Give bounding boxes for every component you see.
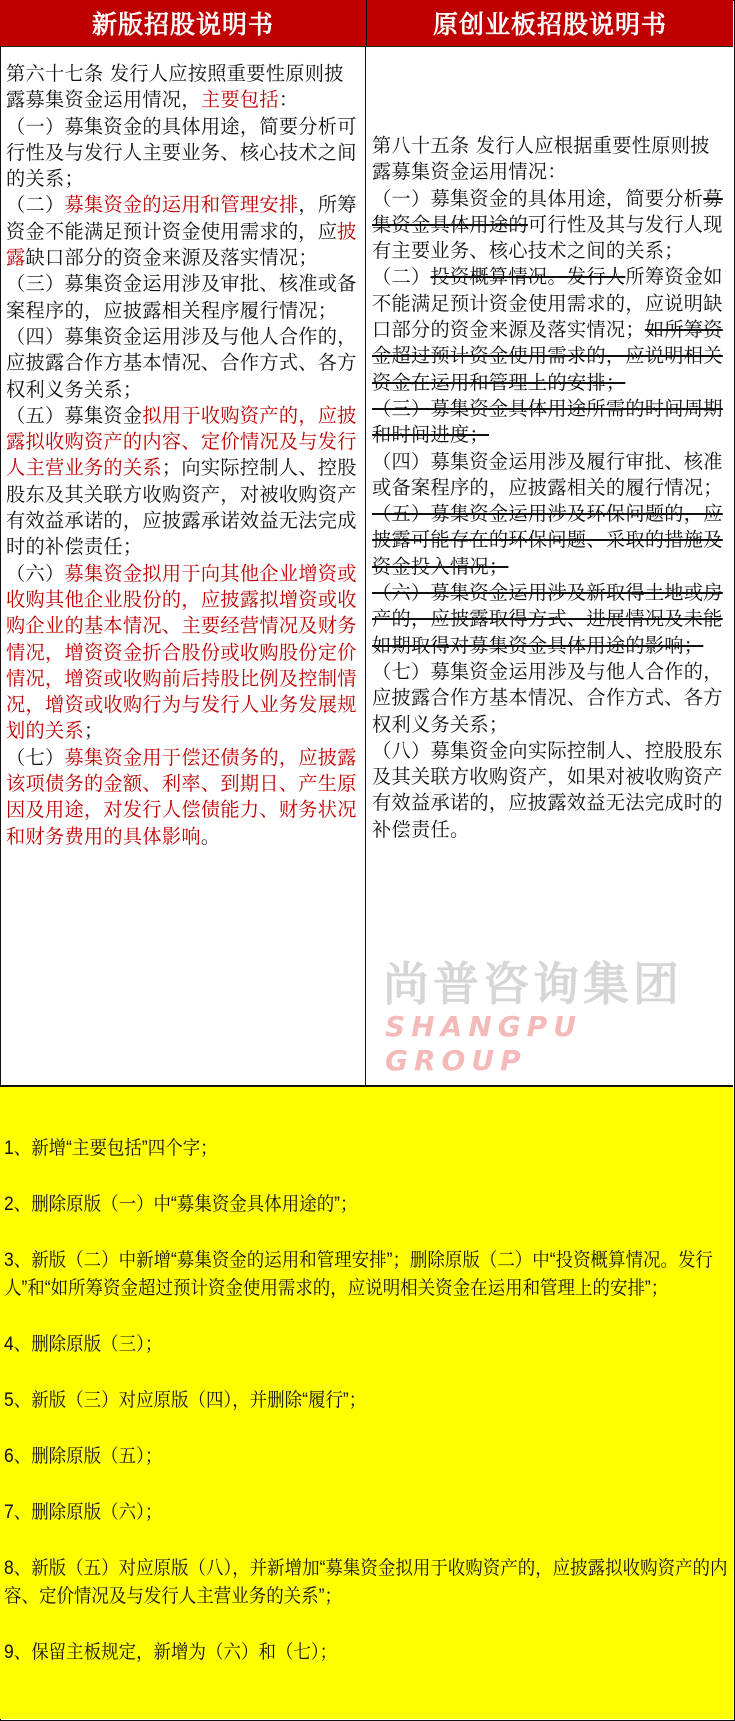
clause-text: ，所筹资金不能满足预计资金使用需求的，应 — [6, 193, 357, 243]
clause-paragraph — [372, 501, 727, 580]
clause-paragraph — [372, 264, 727, 395]
change-note-item: 5、新版（三）对应原版（四），并删除“履行”； — [4, 1390, 367, 1411]
clause-paragraph — [372, 738, 727, 843]
table-header-row — [0, 0, 733, 47]
watermark-logo-text-cn: 尚普咨询集团 — [383, 957, 683, 1011]
clause-text: （一）募集资金的具体用途，简要分析可行性及与发行人主要业务、核心技术之间的关系； — [6, 114, 357, 191]
clause-paragraph — [6, 324, 359, 403]
new-version-column — [0, 47, 366, 1085]
clause-text: 第六十七条 发行人应按照重要性原则披露募集资金运用情况， — [6, 62, 344, 112]
clause-text: （三）募集资金运用涉及审批、核准或备案程序的，应披露相关程序履行情况； — [6, 272, 357, 322]
clause-text: ；向实际控制人、控股股东及其关联方收购资产，对被收购资产有效益承诺的，应披露承诺效益无法完成时的补偿责任； — [6, 456, 357, 559]
change-note-item: 2、删除原版（一）中“募集资金具体用途的”； — [4, 1194, 358, 1215]
watermark-logo-text-en: SHANGPU GROUP — [385, 1010, 582, 1077]
clause-paragraph — [6, 271, 359, 324]
clause-text: ： — [278, 88, 299, 112]
change-note-item: 6、删除原版（五）； — [4, 1446, 163, 1467]
clause-paragraph — [6, 114, 359, 193]
deleted-text: （三）募集资金具体用途所需的时间周期和时间进度； — [372, 396, 723, 447]
added-text: 主要包括 — [200, 88, 279, 112]
header-new-prospectus: 新版招股说明书 — [0, 0, 367, 46]
clause-paragraph — [372, 659, 727, 738]
clause-text: （五）募集资金 — [6, 403, 143, 427]
clause-text: （八）募集资金向实际控制人、控股股东及其关联方收购资产，如果对被收购资产有效益承诺的，应披露效益无法完成时的补偿责任。 — [372, 738, 723, 841]
header-original-gem-prospectus: 原创业板招股说明书 — [432, 10, 667, 39]
clause-text: （二） — [6, 193, 65, 217]
change-note-item: 7、删除原版（六）； — [4, 1502, 163, 1523]
clause-paragraph — [6, 561, 359, 745]
original-version-column — [366, 47, 733, 1085]
clause-text: （七）募集资金运用涉及与他人合作的，应披露合作方基本情况、合作方式、各方权利义务关系； — [372, 659, 723, 736]
clause-text: （四）募集资金运用涉及履行审批、核准或备案程序的，应披露相关的履行情况； — [372, 449, 723, 499]
clause-paragraph — [372, 186, 727, 265]
clause-text: （二） — [372, 265, 431, 289]
change-note-item: 4、删除原版（三）； — [4, 1334, 163, 1355]
table-content-row — [0, 47, 733, 1087]
deleted-text: 募集资金具体用途的 — [372, 186, 723, 236]
added-text: 募集资金的运用和管理安排 — [64, 193, 299, 217]
clause-paragraph — [372, 449, 727, 502]
clause-text: 可行性及其与发行人现有主要业务、核心技术之间的关系； — [372, 212, 723, 263]
clause-text: （一）募集资金的具体用途，简要分析 — [372, 186, 704, 210]
clause-paragraph — [372, 580, 727, 659]
change-note-item: 1、新增“主要包括”四个字； — [4, 1138, 218, 1159]
clause-paragraph — [6, 61, 359, 114]
added-text: 拟用于收购资产的，应披露拟收购资产的内容、定价情况及与发行人主营业务的关系 — [6, 403, 357, 480]
change-note-item: 9、保留主板规定，新增为（六）和（七）； — [4, 1642, 338, 1663]
change-note-item: 3、新版（二）中新增“募集资金的运用和管理安排”；删除原版（二）中“投资概算情况。发行人”和“如所筹资金超过预计资金使用需求的，应说明相关资金在运用和管理上的安排”； — [4, 1250, 713, 1299]
clause-text: ； — [83, 719, 104, 743]
clause-text: 第八十五条 发行人应根据重要性原则披露募集资金运用情况： — [372, 134, 710, 184]
deleted-text: 投资概算情况。发行人 — [430, 265, 626, 289]
added-text: 募集资金用于偿还债务的，应披露该项债务的金额、利率、到期日、产生原因及用途，对发行人偿债能力、财务状况和财务费用的具体影响 — [6, 745, 357, 848]
change-notes-panel — [0, 1087, 733, 1719]
clause-paragraph — [6, 192, 359, 271]
clause-text: 所筹资金如不能满足预计资金使用需求的，应说明缺口部分的资金来源及落实情况； — [372, 265, 723, 342]
clause-text: （四）募集资金运用涉及与他人合作的，应披露合作方基本情况、合作方式、各方权利义务关系； — [6, 324, 357, 401]
change-note-item: 8、新版（五）对应原版（八），并新增加“募集资金拟用于收购资产的，应披露拟收购资产的内容、定价情况及与发行人主营业务的关系”； — [4, 1558, 728, 1607]
deleted-text: （五）募集资金运用涉及环保问题的，应披露可能存在的环保问题、采取的措施及资金投入情况； — [372, 502, 723, 578]
added-text: 募集资金拟用于向其他企业增资或收购其他企业股份的，应披露拟增资或收购企业的基本情况、主要经营情况及财务情况，增资资金折合股份或收购股份定价情况，增资或收购前后持股比例及控制情况，增资或收购行为与发行人业务发展规划的关系 — [6, 561, 357, 743]
clause-paragraph — [6, 403, 359, 561]
clause-paragraph — [372, 396, 727, 449]
clause-paragraph — [6, 745, 359, 850]
clause-text: （七） — [6, 745, 65, 769]
clause-paragraph — [372, 133, 727, 186]
clause-text: （六） — [6, 561, 65, 585]
clause-text: 。 — [200, 824, 221, 848]
deleted-text: 如所筹资金超过预计资金使用需求的，应说明相关资金在运用和管理上的安排； — [372, 318, 723, 394]
clause-text: 缺口部分的资金来源及落实情况； — [25, 246, 318, 270]
added-text: 披露 — [6, 219, 357, 270]
deleted-text: （六）募集资金运用涉及新取得土地或房产的，应披露取得方式、进展情况及未能如期取得对募集资金具体用途的影响； — [372, 581, 723, 657]
